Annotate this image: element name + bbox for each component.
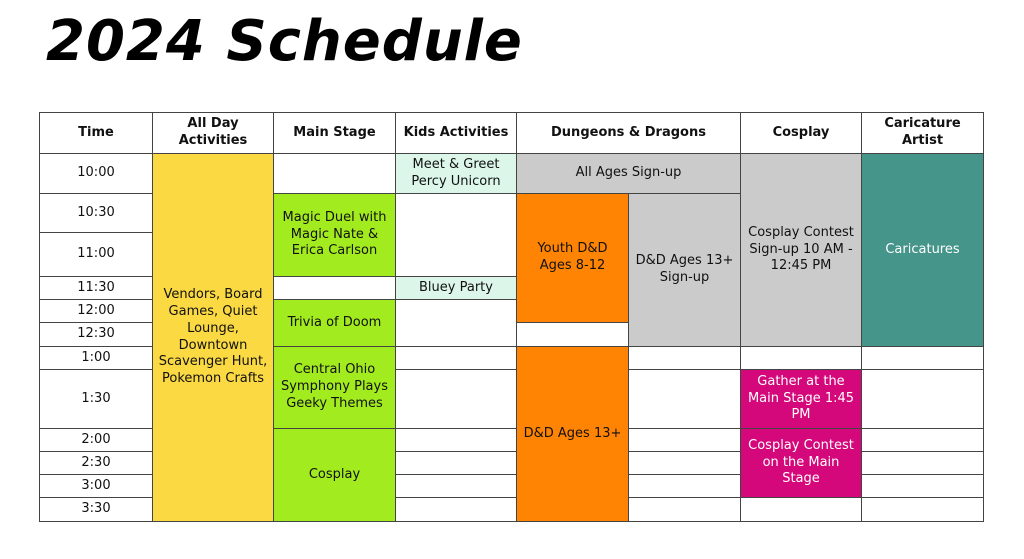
- event-all-day: Vendors, Board Games, Quiet Lounge, Downtown Scavenger Hunt, Pokemon Crafts: [152, 153, 274, 522]
- empty-cell: [861, 369, 984, 429]
- empty-cell: [395, 299, 517, 347]
- header-caricature: Caricature Artist: [861, 112, 984, 154]
- empty-cell: [861, 474, 984, 498]
- time-slot: 1:00: [39, 346, 153, 370]
- event-symphony: Central Ohio Symphony Plays Geeky Themes: [273, 346, 396, 429]
- header-all-day: All Day Activities: [152, 112, 274, 154]
- empty-cell: [395, 497, 517, 522]
- event-magic-duel: Magic Duel with Magic Nate & Erica Carlson: [273, 193, 396, 277]
- time-slot: 3:30: [39, 497, 153, 522]
- event-meet-greet: Meet & Greet Percy Unicorn: [395, 153, 517, 194]
- time-slot: 3:00: [39, 474, 153, 498]
- time-slot: 11:00: [39, 232, 153, 277]
- time-slot: 10:30: [39, 193, 153, 233]
- empty-cell: [861, 428, 984, 452]
- event-all-ages-signup: All Ages Sign-up: [516, 153, 741, 194]
- empty-cell: [861, 346, 984, 370]
- empty-cell: [273, 153, 396, 194]
- event-gather: Gather at the Main Stage 1:45 PM: [740, 369, 862, 429]
- time-slot: 10:00: [39, 153, 153, 194]
- event-cosplay-signup: Cosplay Contest Sign-up 10 AM - 12:45 PM: [740, 153, 862, 347]
- empty-cell: [395, 369, 517, 429]
- header-kids: Kids Activities: [395, 112, 517, 154]
- empty-cell: [740, 497, 862, 522]
- event-cosplay-contest: Cosplay Contest on the Main Stage: [740, 428, 862, 498]
- event-caricatures: Caricatures: [861, 153, 984, 347]
- time-slot: 2:30: [39, 451, 153, 475]
- empty-cell: [395, 451, 517, 475]
- event-bluey: Bluey Party: [395, 276, 517, 300]
- empty-cell: [628, 369, 741, 429]
- event-youth-dnd: Youth D&D Ages 8-12: [516, 193, 629, 323]
- empty-cell: [628, 346, 741, 370]
- event-dnd13-signup: D&D Ages 13+ Sign-up: [628, 193, 741, 347]
- empty-cell: [273, 276, 396, 300]
- event-dnd13: D&D Ages 13+: [516, 346, 629, 522]
- header-time: Time: [39, 112, 153, 154]
- time-slot: 2:00: [39, 428, 153, 452]
- empty-cell: [395, 346, 517, 370]
- empty-cell: [861, 497, 984, 522]
- empty-cell: [628, 451, 741, 475]
- header-main-stage: Main Stage: [273, 112, 396, 154]
- header-cosplay: Cosplay: [740, 112, 862, 154]
- empty-cell: [628, 428, 741, 452]
- event-trivia: Trivia of Doom: [273, 299, 396, 347]
- empty-cell: [628, 474, 741, 498]
- empty-cell: [628, 497, 741, 522]
- empty-cell: [395, 193, 517, 277]
- page-title: 2024 Schedule: [46, 9, 523, 74]
- time-slot: 11:30: [39, 276, 153, 300]
- time-slot: 12:00: [39, 299, 153, 323]
- time-slot: 1:30: [39, 369, 153, 429]
- empty-cell: [395, 474, 517, 498]
- time-slot: 12:30: [39, 322, 153, 347]
- empty-cell: [740, 346, 862, 370]
- event-cosplay-main: Cosplay: [273, 428, 396, 522]
- header-dnd: Dungeons & Dragons: [516, 112, 741, 154]
- empty-cell: [861, 451, 984, 475]
- empty-cell: [395, 428, 517, 452]
- empty-cell: [516, 322, 629, 347]
